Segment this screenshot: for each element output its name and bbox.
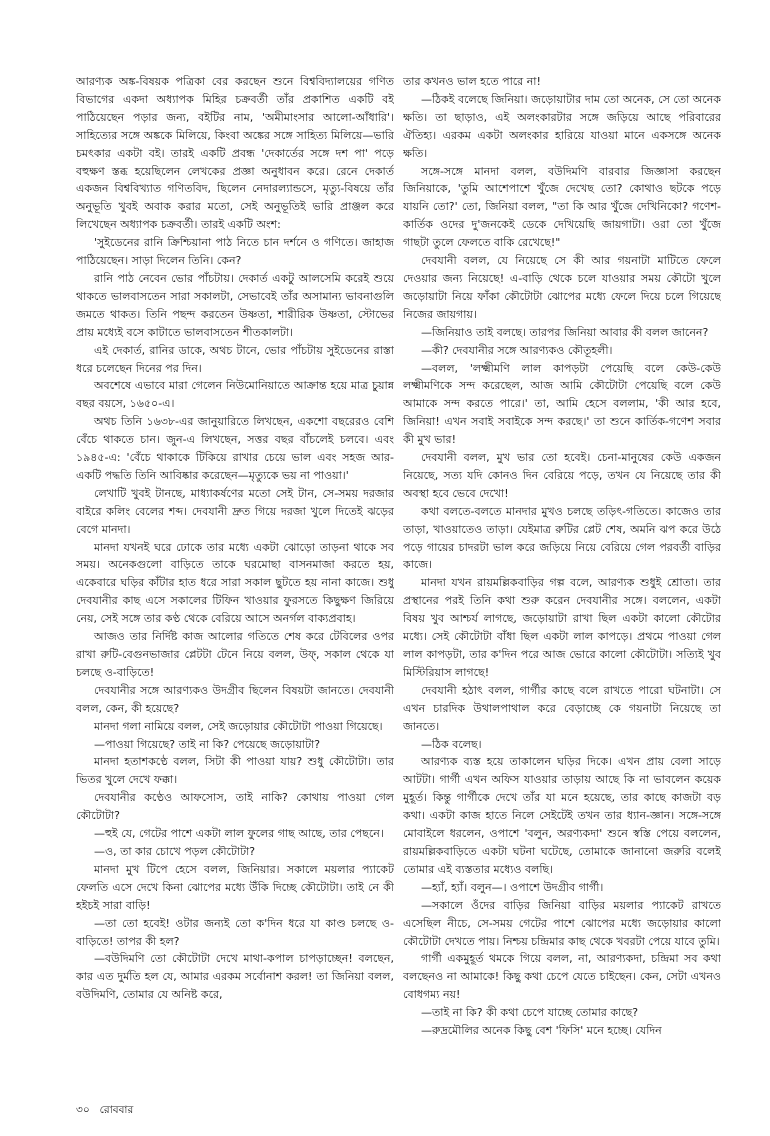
paragraph: —পাওয়া গিয়েছে? তাই না কি? পেয়েছে জড়োয়াটা? xyxy=(94,737,321,751)
paragraph: দেবযানী হঠাৎ বলল, গার্গীর কাছে বলে রাখতে পারো ঘটনাটা। সে এখন চারদিক উথালপাথাল করে বেড়াচ্ছে কে গয়নাটা নিয়েছে তা জানতে। xyxy=(403,683,721,733)
paragraph: মানদা গলা নামিয়ে বলল, সেই জড়োয়ার কৌটোটা পাওয়া গিয়েছে। xyxy=(94,719,383,733)
paragraph: দেবযানীর সঙ্গে আরণ্যকও উদগ্রীব ছিলেন বিষয়টা জানতে। দেবযানী বলল, কেন, কী হয়েছে? xyxy=(76,683,394,715)
paragraph: সঙ্গে-সঙ্গে মানদা বলল, বউদিমণি বারবার জিজ্ঞাসা করছেন জিনিয়াকে, 'তুমি আশেপাশে খুঁজে দেখেছ তো? কোথাও ছটকে পড়ে যায়নি তো?' তো, জিনিয়া বলল, "তা কি আর খুঁজে দেখিনিকো? গণেশ-কার্তিক ওদের দু'জনকেই ডেকে দেখিয়েছি জায়গাটা। ওরা তো খুঁজে গাছটা তুলে ফেলতে বাকি রেখেছে!" xyxy=(403,164,721,250)
paragraph: দেবযানী বলল, যে নিয়েছে সে কী আর গয়নাটা মাটিতে ফেলে দেওয়ার জন্য নিয়েছে! এ-বাড়ি থেকে চলে যাওয়ার সময় কৌটো খুলে জড়োয়াটা নিয়ে ফাঁকা কৌটোটা ঝোপের মধ্যে ফেলে দিয়ে চলে গিয়েছে নিজের জায়গায়। xyxy=(403,254,721,321)
paragraph: অবশেষে এভাবে মারা গেলেন নিউমোনিয়াতে আক্রান্ত হয়ে মাত্র চুয়ান্ন বছর বয়সে, ১৬৫০-এ। xyxy=(76,379,394,411)
left-column xyxy=(76,73,394,1093)
paragraph: —ও, তা কার চোখে পড়ল কৌটোটা? xyxy=(94,844,256,858)
paragraph: মানদা যখন রায়মল্লিকবাড়ির গল্প বলে, আরণ্যক শুধুই শ্রোতা। তার প্রস্থানের পরই তিনি কথা শুরু করেন দেবযানীর সঙ্গে। বললেন, একটা বিষয় খুব আশ্চর্য লাগছে, জড়োয়াটা রাখা ছিল একটা কালো কৌটোর মধ্যে। সেই কৌটোটা বাঁধা ছিল একটা লাল কাপড়ে। প্রথমে পাওয়া গেল লাল কাপড়টা, তার ক'দিন পরে আজ ভোরে কালো কৌটোটা। সত্যিই খুব মিস্টিরিয়াস লাগছে! xyxy=(403,576,721,679)
right-column xyxy=(403,73,721,1093)
paragraph: দেবযানীর কণ্ঠেও আফসোস, তাই নাকি? কোথায় পাওয়া গেল কৌটোটা? xyxy=(76,791,394,823)
paragraph: —রুদ্রমৌলির অনেক কিছু বেশ 'ফিসি' মনে হচ্ছে। যেদিন xyxy=(421,1024,662,1038)
paragraph: আরণ্যক ব্যস্ত হয়ে তাকালেন ঘড়ির দিকে। এখন প্রায় বেলা সাড়ে আটটা। গার্গী এখন অফিস যাওয়ার তাড়ায় আছে কি না ভাবলেন কয়েক মুহূর্ত। কিন্তু গার্গীকে দেখে তাঁর যা মনে হয়েছে, তার কাছে কাজটা বড় কথা। একটা কাজ হাতে নিলে সেইটেই তখন তার ধ্যান-জ্ঞান। সঙ্গে-সঙ্গে মোবাইলে ধরলেন, ওপাশে 'বলুন, অরণ্যকদা' শুনে স্বস্তি পেয়ে বললেন, রায়মল্লিকবাড়িতে একটা ঘটনা ঘটেছে, তোমাকে জানানো জরুরি বলেই তোমার এই ব্যস্ততার মধ্যেও বলছি। xyxy=(403,755,721,876)
paragraph: লেখাটি খুবই টানছে, মাধ্যাকর্ষণের মতো সেই টান, সে-সময় দরজার বাইরে কলিং বেলের শব্দ। দেবযানী দ্রুত গিয়ে দরজা খুলে দিতেই ঝড়ের বেগে মানদা। xyxy=(76,486,394,536)
magazine-name: রোববার xyxy=(99,1104,134,1116)
paragraph: —সকালে ওঁদের বাড়ির জিনিয়া বাড়ির ময়লার প্যাকেট রাখতে এসেছিল নীচে, সে-সময় গেটের পাশে ঝোপের মধ্যে জড়োয়ার কালো কৌটোটা দেখতে পায়। নিশ্চয় চন্দ্রিমার কাছ থেকে খবরটা পেয়ে যাবে তুমি। xyxy=(403,898,721,948)
paragraph: —কী? দেবযানীর সঙ্গে আরণ্যকও কৌতূহলী। xyxy=(421,343,613,357)
paragraph: মানদা যখনই ঘরে ঢোকে তার মধ্যে একটা ঝোড়ো তাড়না থাকে সব সময়। অনেকগুলো বাড়িতে তাকে ঘরমোছা বাসনমাজা করতে হয়, একেবারে ঘড়ির কাঁটার হাত ধরে সারা সকাল ছুটতে হয় নানা কাজে। শুধু দেবযানীর কাছ এসে সকালের টিফিন খাওয়ার ফুরসতে কিছুক্ষণ জিরিয়ে নেয়, সেই সঙ্গে তার কণ্ঠ থেকে বেরিয়ে আসে অনর্গল বাক্যপ্রবাহ। xyxy=(76,540,394,626)
paragraph: আরণ্যক অঙ্ক-বিষয়ক পত্রিকা বের করছেন শুনে বিশ্ববিদ্যালয়ের গণিত বিভাগের একদা অধ্যাপক মিহির চক্রবর্তী তাঁর প্রকাশিত একটি বই পাঠিয়েছেন পড়ার জন্য, বইটির নাম, 'অমীমাংসার আলো-আঁধারি'। সাহিত্যের সঙ্গে অঙ্ককে মিলিয়ে, কিংবা অঙ্কের সঙ্গে সাহিত্য মিলিয়ে—ভারি চমৎকার একটা বই। তারই একটি প্রবন্ধ 'দেকার্তের সঙ্গে দশ পা' পড়ে বহুক্ষণ স্তব্ধ হয়েছিলেন লেখকের প্রজ্ঞা অনুধাবন করে। রেনে দেকার্ত একজন বিশ্ববিখ্যাত গণিতবিদ, ছিলেন নেদারল্যান্ডসে, মৃত্যু-বিষয়ে তাঁর অনুভূতি খুবই অবাক করার মতো, সেই অনুভূতিই ভারি প্রাঞ্জল করে লিখেছেন অধ্যাপক চক্রবর্তী। তারই একটি অংশ: xyxy=(76,75,394,232)
paragraph: গার্গী একমুহূর্ত থমকে গিয়ে বলল, না, আরণ্যকদা, চন্দ্রিমা সব কথা বলছেনও না আমাকে! কিছু কথা চেপে যেতে চাইছেন। কেন, সেটা এখনও বোধগম্য নয়! xyxy=(403,952,721,1002)
page-footer xyxy=(76,1103,133,1120)
paragraph: —হুই যে, গেটের পাশে একটা লাল ফুলের গাছ আছে, তার পেছনে। xyxy=(94,827,384,841)
paragraph: দেবযানী বলল, মুখ ভার তো হবেই। চেনা-মানুষের কেউ একজন নিয়েছে, সত্য যদি কোনও দিন বেরিয়ে পড়ে, তখন যে নিয়েছে তার কী অবস্থা হবে ভেবে দেখো! xyxy=(403,451,721,500)
paragraph: অথচ তিনি ১৬৩৮-এর জানুয়ারিতে লিখছেন, একশো বছরেরও বেশি বেঁচে থাকতে চান। জুন-এ লিখছেন, সত্তর বছর বাঁচলেই চলবে। এবং ১৯৪৫-এ: 'বেঁচে থাকাকে টিকিয়ে রাখার চেয়ে ভাল এবং সহজ আর-একটি পদ্ধতি তিনি আবিষ্কার করেছেন—মৃত্যুকে ভয় না পাওয়া।' xyxy=(76,415,394,482)
paragraph: আজও তার নির্দিষ্ট কাজ আলোর গতিতে শেষ করে টেবিলের ওপর রাখা রুটি-বেগুনভাজার প্লেটটা টেনে নিয়ে বলল, উফ্, সকাল থেকে যা চলছে ও-বাড়িতে! xyxy=(76,630,394,679)
paragraph: এই দেকার্ত, রানির ডাকে, অথচ টানে, ভোর পাঁচটায় সুইডেনের রাস্তা ধরে চলেছেন দিনের পর দিন। xyxy=(76,343,394,375)
paragraph: —তাই না কি? কী কথা চেপে যাচ্ছে তোমার কাছে? xyxy=(421,1006,639,1020)
paragraph: —বউদিমণি তো কৌটোটা দেখে মাথা-কপাল চাপড়াচ্ছেন! বলছেন, কার এত দুর্মতি হল যে, আমার এরকম সর্বোনাশ করল! তা জিনিয়া বলল, বউদিমণি, তোমার যে অনিষ্ট করে, xyxy=(76,952,394,1002)
paragraph: তার কখনও ভাল হতে পারে না! xyxy=(403,75,541,88)
paragraph: —ঠিক বলেছ। xyxy=(421,737,482,751)
paragraph: 'সুইডেনের রানি ক্রিশ্চিয়ানা পাঠ নিতে চান দর্শনে ও গণিতে। জাহাজ পাঠিয়েছেন। সাড়া দিলেন তিনি। কেন? xyxy=(76,236,394,268)
paragraph: কথা বলতে-বলতে মানদার মুখও চলছে তড়িৎ-গতিতে। কাজেও তার তাড়া, খাওয়াতেও তাড়া। যেইমাত্র রুটির প্লেট শেষ, অমনি ঝপ করে উঠে পড়ে গায়ের চাদরটা ভাল করে জড়িয়ে নিয়ে বেরিয়ে গেল পরবর্তী বাড়ির কাজে। xyxy=(403,504,721,572)
paragraph: —তা তো হবেই! ওটার জন্যই তো ক'দিন ধরে যা কাণ্ড চলছে ও-বাড়িতে! তাপর কী হল? xyxy=(76,916,394,948)
paragraph: —বলল, 'লক্ষ্মীমণি লাল কাপড়টা পেয়েছি বলে কেউ-কেউ লক্ষ্মীমণিকে সন্দ করেছেল, আজ আমি কৌটোটা পেয়েছি বলে কেউ আমাকে সন্দ করতে পারে।' তা, আমি হেসে বললাম, 'কী আর হবে, জিনিয়া! এখন সবাই সবাইকে সন্দ করছে।' তা শুনে কার্তিক-গণেশ সবার কী মুখ ভার! xyxy=(403,361,721,447)
paragraph: —হ্যাঁ, হ্যাঁ। বলুন—। ওপাশে উদগ্রীব গার্গী। xyxy=(421,880,604,894)
paragraph: রানি পাঠ নেবেন ভোর পাঁচটায়। দেকার্ত একটু আলসেমি করেই শুয়ে থাকতে ভালবাসতেন সারা সকালটা, সেভাবেই তাঁর অসামান্য ভাবনাগুলি জমতে থাকত। তিনি পছন্দ করতেন উষ্ণতা, শারীরিক উষ্ণতা, স্টোভের প্রায় মধ্যেই বসে কাটাতে ভালবাসতেন শীতকালটা। xyxy=(76,271,394,339)
paragraph: মানদা হতাশকণ্ঠে বলল, সিটা কী পাওয়া যায়? শুধু কৌটোটা। তার ভিতর খুলে দেখে ফক্কা। xyxy=(76,755,394,787)
page-number: ৩০ xyxy=(76,1104,90,1116)
paragraph: মানদা মুখ টিপে হেসে বলল, জিনিয়ার। সকালে ময়লার প্যাকেট ফেলতি এসে দেখে কিনা ঝোপের মধ্যে উঁকি দিচ্ছে কৌটোটা। তাই নে কী হইচই সারা বাড়ি! xyxy=(76,862,394,912)
paragraph: —জিনিয়াও তাই বলছে। তারপর জিনিয়া আবার কী বলল জানেন? xyxy=(421,325,709,339)
paragraph: —ঠিকই বলেছে জিনিয়া। জড়োয়াটার দাম তো অনেক, সে তো অনেক ক্ষতি। তা ছাড়াও, এই অলংকারটার সঙ্গে জড়িয়ে আছে পরিবারের ঐতিহ্য। এরকম একটা অলংকার হারিয়ে যাওয়া মানে একসঙ্গে অনেক ক্ষতি। xyxy=(403,92,721,160)
